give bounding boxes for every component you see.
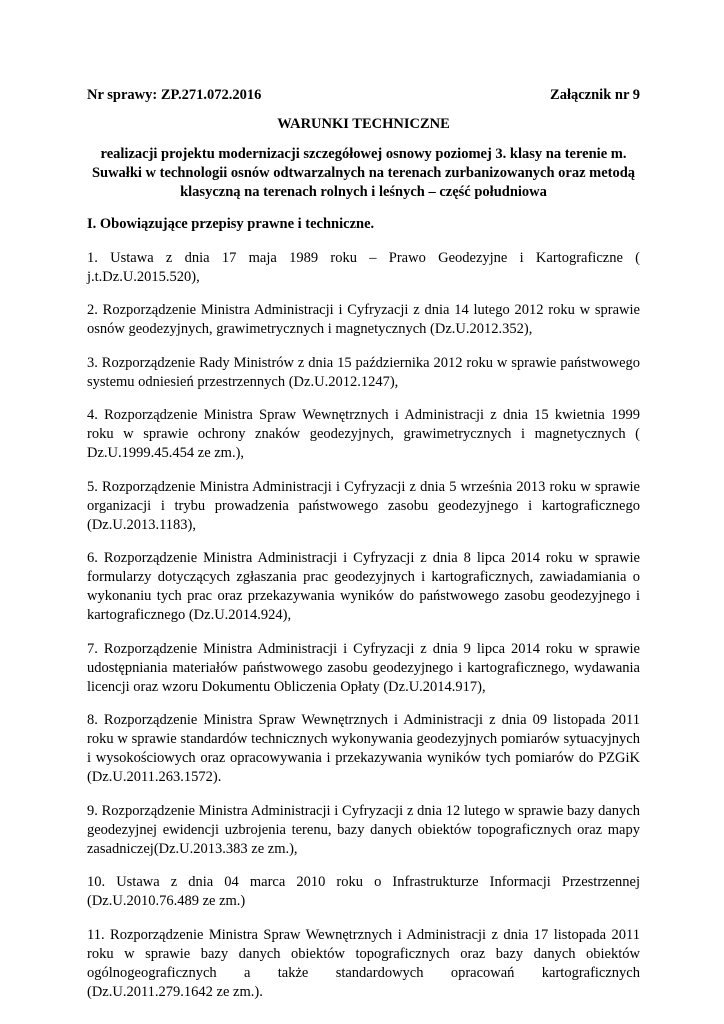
case-number: Nr sprawy: ZP.271.072.2016 — [87, 87, 262, 103]
regulation-item: 9. Rozporządzenie Ministra Administracji i Cyfryzacji z dnia 12 lutego w sprawie bazy danych geodezyjnej ewidencji uzbrojenia terenu, bazy danych obiektów topograficznych oraz mapy zasadniczej(Dz.U.2013.383 ze zm.), — [87, 802, 640, 857]
regulation-item: 8. Rozporządzenie Ministra Spraw Wewnętrznych i Administracji z dnia 09 listopada 2011 roku w sprawie standardów technicznych wykonywania geodezyjnych pomiarów sytuacyjnych i wysokościowych oraz opracowywania i przekazywania wyników tych pomiarów do PZGiK (Dz.U.2011.263.1572). — [87, 712, 640, 785]
regulation-list — [87, 249, 640, 1002]
section-heading: I. Obowiązujące przepisy prawne i techniczne. — [87, 216, 375, 232]
regulation-item: 4. Rozporządzenie Ministra Spraw Wewnętrznych i Administracji z dnia 15 kwietnia 1999 roku w sprawie ochrony znaków geodezyjnych, grawimetrycznych i magnetycznych ( Dz.U.1999.45.454 ze zm.), — [87, 407, 640, 461]
document-subtitle: realizacji projektu modernizacji szczegółowej osnowy poziomej 3. klasy na terenie m. Suwałki w technologii osnów odtwarzalnych na terenach zurbanizowanych oraz metodą klasyczną na terenach rolnych i leśnych – część południowa — [91, 146, 636, 200]
regulation-item: 6. Rozporządzenie Ministra Administracji i Cyfryzacji z dnia 8 lipca 2014 roku w sprawie formularzy dotyczących zgłaszania prac geodezyjnych i kartograficznych, zawiadamiania o wykonaniu tych prac oraz przekazywania wyników do państwowego zasobu geodezyjnego i kartograficznego (Dz.U.2014.924), — [87, 550, 640, 623]
document-title: WARUNKI TECHNICZNE — [277, 116, 450, 132]
document-header — [87, 86, 640, 105]
attachment-label: Załącznik nr 9 — [550, 87, 640, 103]
regulation-item: 3. Rozporządzenie Rady Ministrów z dnia 15 października 2012 roku w sprawie państwowego systemu odniesień przestrzennych (Dz.U.2012.1247), — [87, 354, 640, 390]
document-page — [87, 86, 640, 1012]
regulation-item: 1. Ustawa z dnia 17 maja 1989 roku – Prawo Geodezyjne i Kartograficzne ( j.t.Dz.U.2015.520), — [87, 249, 640, 285]
regulation-item: 10. Ustawa z dnia 04 marca 2010 roku o Infrastrukturze Informacji Przestrzennej (Dz.U.2010.76.489 ze zm.) — [87, 874, 640, 909]
regulation-item: 11. Rozporządzenie Ministra Spraw Wewnętrznych i Administracji z dnia 17 listopada 2011 roku w sprawie bazy danych obiektów topograficznych oraz bazy danych obiektów ogólnogeograficznych a także standardowych opracowań kartograficznych (Dz.U.2011.279.1642 ze zm.). — [87, 926, 640, 1000]
regulation-item: 7. Rozporządzenie Ministra Administracji i Cyfryzacji z dnia 9 lipca 2014 roku w sprawie udostępniania materiałów państwowego zasobu geodezyjnego i kartograficznego, wydawania licencji oraz wzoru Dokumentu Obliczenia Opłaty (Dz.U.2014.917), — [87, 640, 640, 695]
regulation-item: 5. Rozporządzenie Ministra Administracji i Cyfryzacji z dnia 5 września 2013 roku w sprawie organizacji i trybu prowadzenia państwowego zasobu geodezyjnego i kartograficznego (Dz.U.2013.1183), — [87, 478, 640, 533]
regulation-item: 2. Rozporządzenie Ministra Administracji i Cyfryzacji z dnia 14 lutego 2012 roku w sprawie osnów geodezyjnych, grawimetrycznych i magnetycznych (Dz.U.2012.352), — [87, 302, 640, 337]
